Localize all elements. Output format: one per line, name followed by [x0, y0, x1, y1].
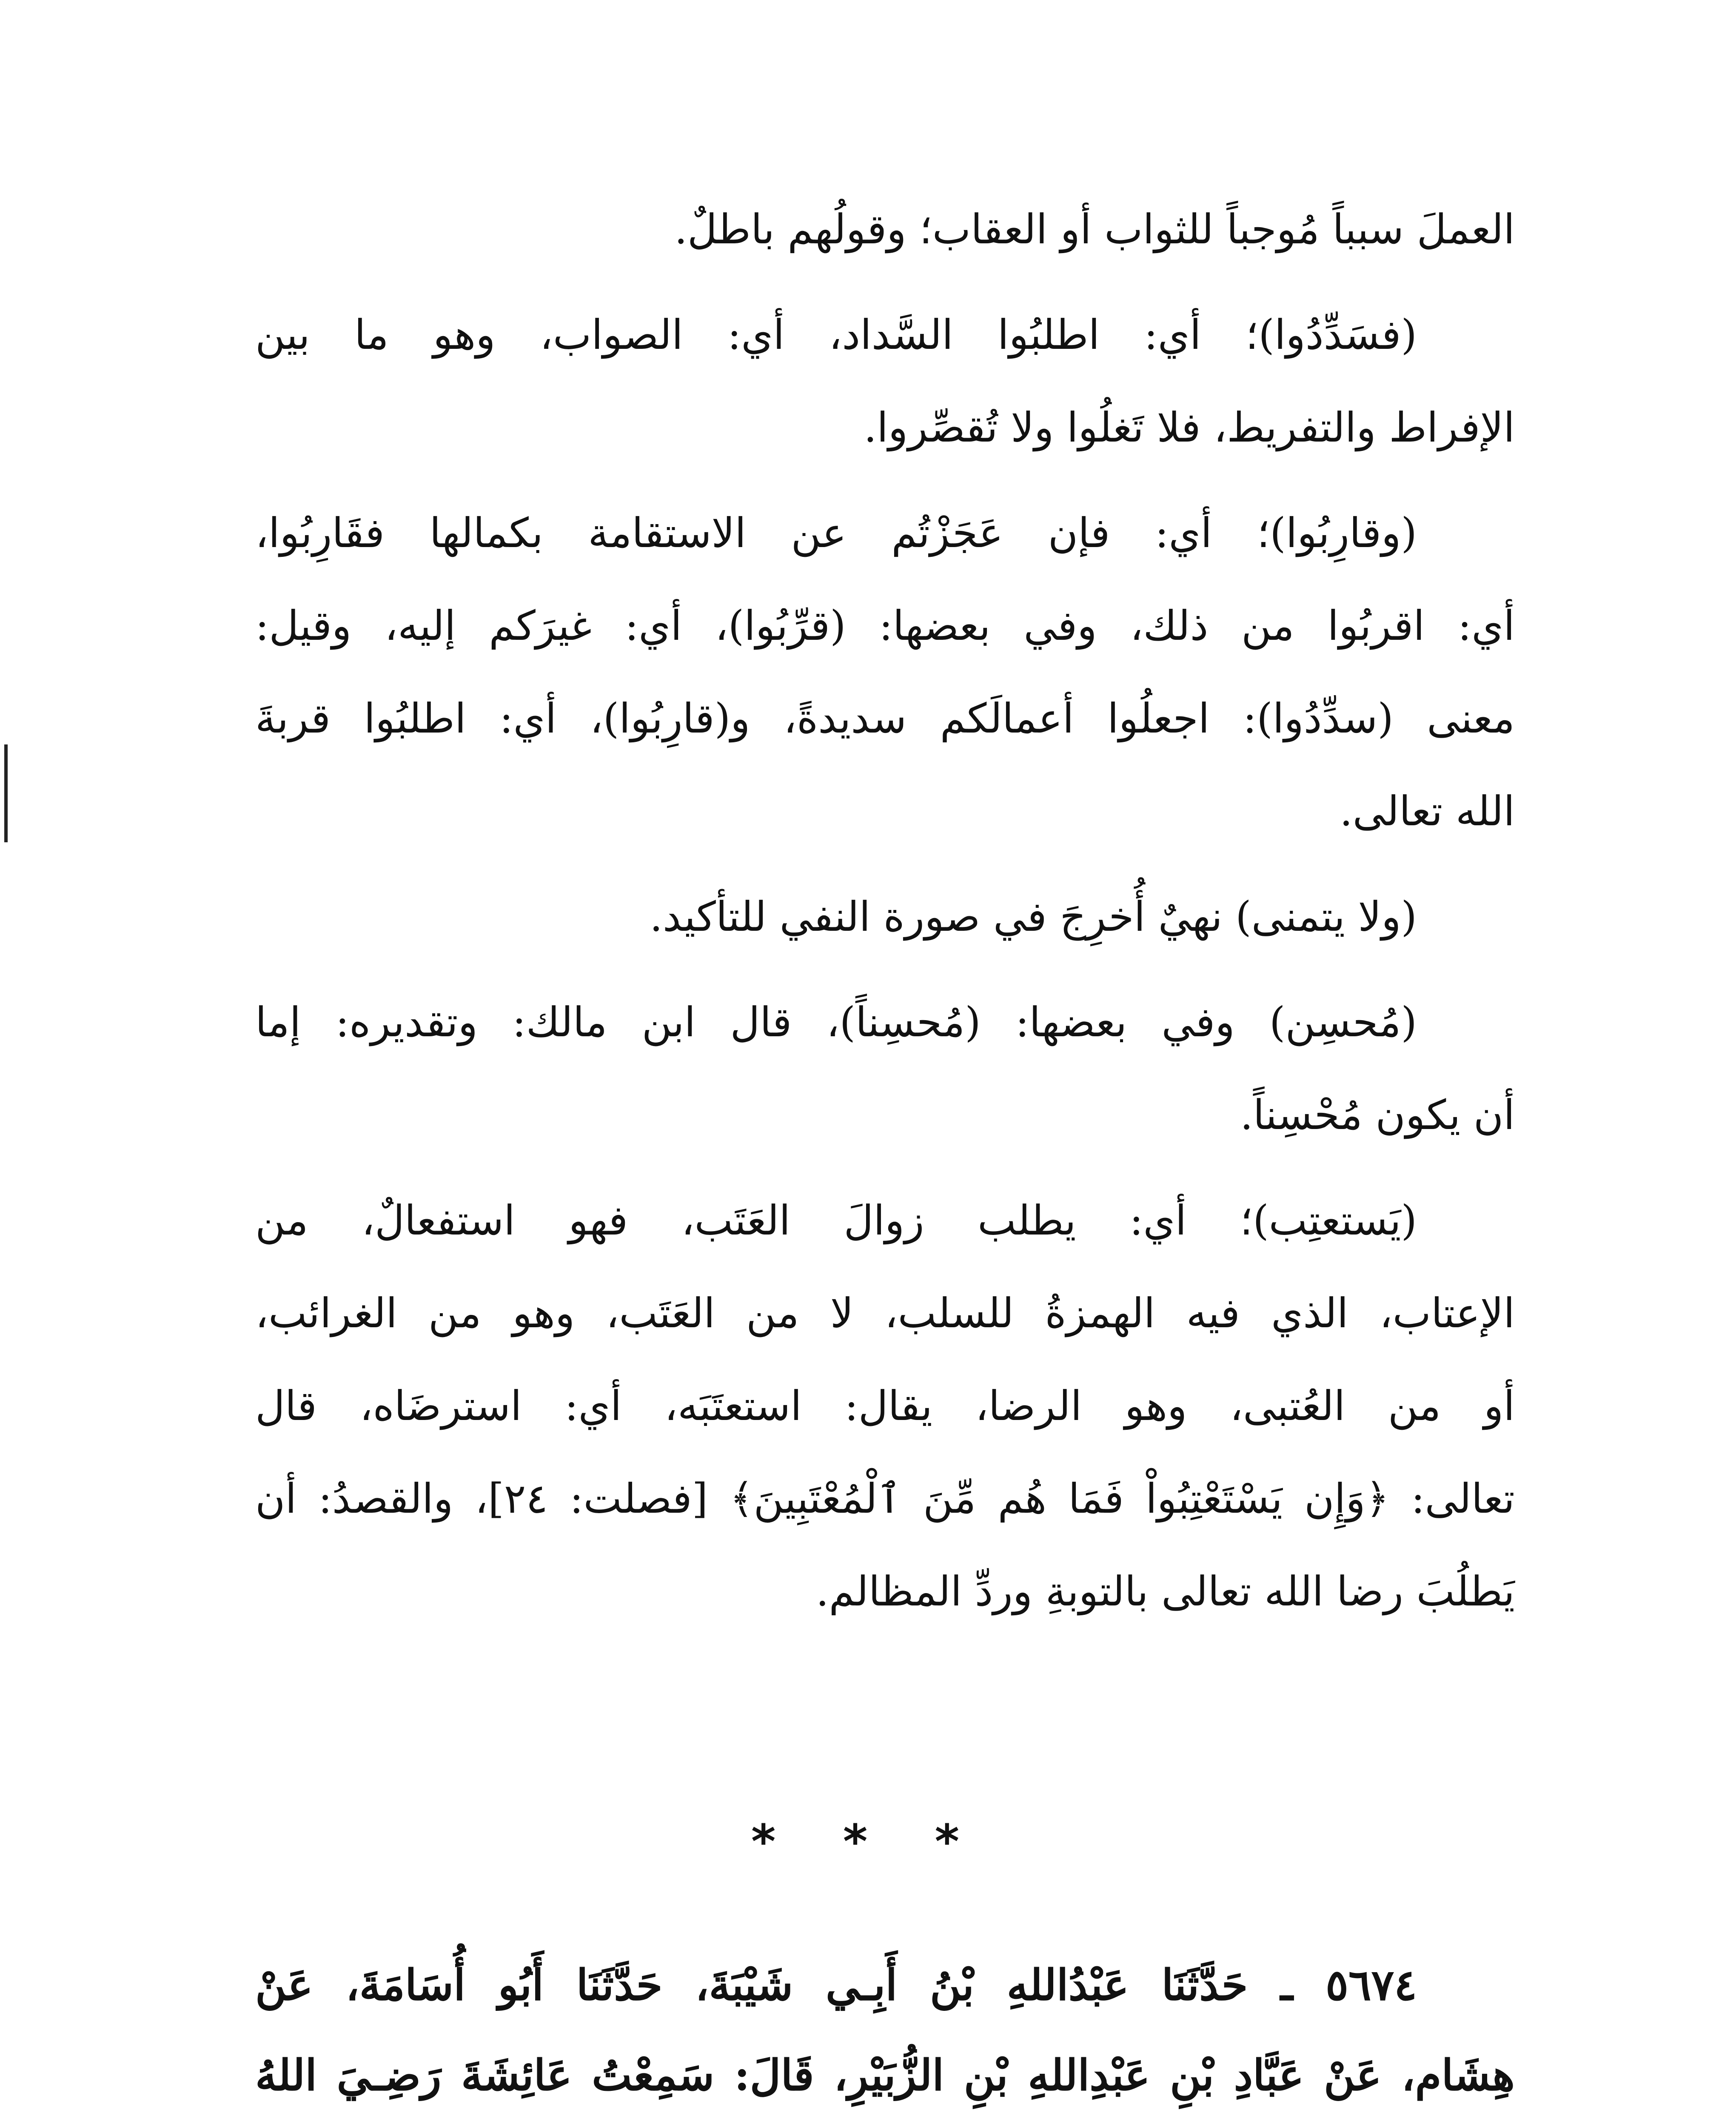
commentary-text: [255, 183, 1515, 1638]
text-line: أي: اقربُوا من ذلك، وفي بعضها: (قرِّبُوا)، أي: غيرَكم إليه، وقيل:: [255, 602, 1515, 650]
text-line: أو من العُتبى، وهو الرضا، يقال: استعتَبَه، أي: استرضَاه، قال: [255, 1382, 1515, 1430]
text-line: الإعتاب، الذي فيه الهمزةُ للسلب، لا من العَتَب، وهو من الغرائب،: [255, 1289, 1515, 1337]
text-line: العملَ سبباً مُوجباً للثواب أو العقاب؛ وقولُهم باطلٌ.: [674, 205, 1515, 253]
text-line: (ولا يتمنى) نهيٌ أُخرِجَ في صورة النفي للتأكيد.: [650, 893, 1417, 941]
paragraph-gap: [255, 858, 1515, 870]
text-line: (فسَدِّدُوا)؛ أي: اطلبُوا السَّداد، أي: الصواب، وهو ما بين: [255, 311, 1417, 359]
text-line: الإفراط والتفريط، فلا تَغلُوا ولا تُقصِّروا.: [864, 404, 1515, 451]
paragraph-gap: [255, 1161, 1515, 1174]
hadith-text: [255, 1940, 1515, 2127]
hadith-line: ٥٦٧٤ ـ حَدَّثَنَا عَبْدُاللهِ بْنُ أَبِـي شَيْبَةَ، حَدَّثَنَا أَبُو أُسَامَةَ، عَنْ: [255, 1960, 1417, 2010]
text-line: الله تعالى.: [1340, 787, 1515, 835]
paragraph-gap: [255, 963, 1515, 976]
scan-edge-mark: [4, 744, 8, 842]
text-line: يَطلُبَ رضا الله تعالى بالتوبةِ وردِّ المظالم.: [816, 1568, 1515, 1615]
text-line: (وقارِبُوا)؛ أي: فإن عَجَزْتُم عن الاستقامة بكمالها فقَارِبُوا،: [255, 509, 1417, 557]
text-line: أن يكون مُحْسِناً.: [1240, 1091, 1515, 1139]
text-line: تعالى: ﴿وَإِن يَسْتَعْتِبُواْ فَمَا هُم مِّنَ ٱلْمُعْتَبِينَ﴾ [فصلت: ٢٤]، والقصدُ: أن: [255, 1475, 1515, 1523]
paragraph-gap: [255, 474, 1515, 487]
text-line: (مُحسِن) وفي بعضها: (مُحسِناً)، قال ابن مالك: وتقديره: إما: [255, 998, 1417, 1046]
text-line: (يَستعتِب)؛ أي: يطلب زوالَ العَتَب، فهو استفعالٌ، من: [255, 1197, 1417, 1244]
paragraph-gap: [255, 276, 1515, 288]
text-line: معنى (سدِّدُوا): اجعلُوا أعمالَكم سديدةً، و(قارِبُوا)، أي: اطلبُوا قربةَ: [255, 695, 1515, 742]
hadith-line: هِشَام، عَنْ عَبَّادِ بْنِ عَبْدِاللهِ بْنِ الزُّبَيْرِ، قَالَ: سَمِعْتُ عَائِشَةَ رَضِـيَ اللهُ: [255, 2050, 1515, 2100]
hadith-line: [255, 2120, 1515, 2127]
section-separator: * * *: [751, 1814, 985, 1869]
